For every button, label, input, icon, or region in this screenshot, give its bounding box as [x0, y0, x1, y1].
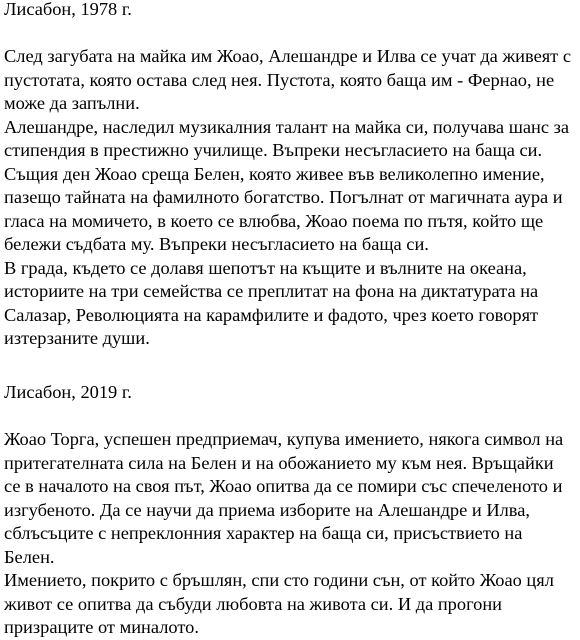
section-body — [4, 45, 574, 351]
paragraph: В града, където се долавя шепотът на къщите и вълните на океана, историите на три семейства се преплитат на фона на диктатурата на Салазар, Революцията на карамфилите и фадото, чрез което говорят изтерзаните души. — [4, 257, 539, 348]
section-1978 — [4, 0, 574, 351]
section-body — [4, 428, 574, 640]
paragraph: Алешандре, наследил музикалния талант на майка си, получава шанс за стипендия в престижно училище. Въпреки несъгласието на баща си. Същия ден Жоао среща Белен, която живее във великолепно имение, пазещо тайната на фамилното богатство. Погълнат от магичната аура и гласа на момичето, в което се влюбва, Жоао поема по пътя, който ще бележи съдбата му. Въпреки несъгласието на баща си. — [4, 116, 570, 254]
section-heading: Лисабон, 2019 г. — [4, 382, 132, 402]
paragraph: Жоао Торга, успешен предприемач, купува имението, някога символ на притегателната сила на Белен и на обожанието му към нея. Връщайки се в началото на своя път, Жоао опитва да се помири със спечеленото и изгубеното. Да се научи да приема изборите на Алешандре и Илва, сблъсъците с непреклонния характер на баща си, присъствието на Белен. — [4, 429, 564, 567]
paragraph: Имението, покрито с бръшлян, спи сто години сън, от който Жоао цял живот се опитва да събуди любовта на живота си. И да прогони призраците от миналото. — [4, 570, 554, 637]
paragraph: След загубата на майка им Жоао, Алешандре и Илва се учат да живеят с пустотата, която остава след нея. Пустота, която баща им - Фернао, не може да запълни. — [4, 46, 571, 113]
section-2019 — [4, 381, 574, 640]
section-heading: Лисабон, 1978 г. — [4, 0, 132, 19]
